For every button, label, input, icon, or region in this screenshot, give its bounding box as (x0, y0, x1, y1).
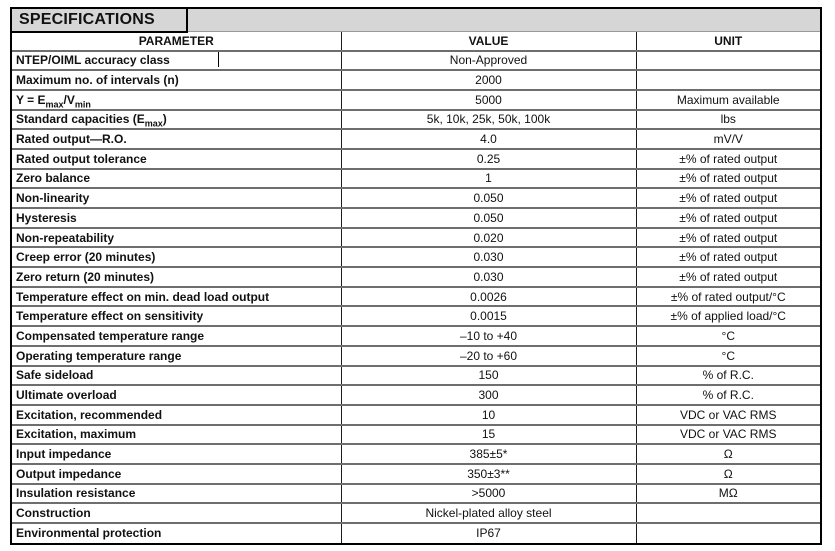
unit-cell: ±% of rated output (636, 149, 820, 169)
value-cell: 0.020 (341, 228, 636, 248)
column-header-value: VALUE (341, 32, 636, 51)
parameter-cell: Temperature effect on min. dead load output (12, 287, 341, 307)
parameter-cell: Safe sideload (12, 366, 341, 386)
parameter-cell: Excitation, maximum (12, 425, 341, 445)
spec-table (12, 31, 820, 543)
table-row (12, 247, 820, 267)
table-row (12, 444, 820, 464)
unit-cell (636, 51, 820, 71)
table-row (12, 503, 820, 523)
parameter-cell: Zero balance (12, 169, 341, 189)
value-cell: 0.0026 (341, 287, 636, 307)
parameter-cell: NTEP/OIML accuracy class (12, 51, 341, 71)
value-cell: 0.25 (341, 149, 636, 169)
value-cell: IP67 (341, 523, 636, 543)
unit-cell: % of R.C. (636, 385, 820, 405)
unit-cell: Maximum available (636, 90, 820, 110)
parameter-cell: $Y = E_{max}/V_{min}$ (12, 90, 341, 110)
value-cell: Non-Approved (341, 51, 636, 71)
value-cell: 5k, 10k, 25k, 50k, 100k (341, 110, 636, 130)
unit-cell (636, 523, 820, 543)
parameter-cell: Operating temperature range (12, 346, 341, 366)
parameter-cell: Hysteresis (12, 208, 341, 228)
unit-cell: ±% of applied load/°C (636, 306, 820, 326)
value-cell: 15 (341, 425, 636, 445)
parameter-cell: Temperature effect on sensitivity (12, 306, 341, 326)
parameter-cell: Construction (12, 503, 341, 523)
value-cell: Nickel-plated alloy steel (341, 503, 636, 523)
unit-cell: Ω (636, 444, 820, 464)
table-row (12, 208, 820, 228)
parameter-cell: Environmental protection (12, 523, 341, 543)
table-row (12, 523, 820, 543)
title-band (12, 9, 820, 31)
value-cell: 5000 (341, 90, 636, 110)
value-cell: –20 to +60 (341, 346, 636, 366)
header-row (12, 32, 820, 51)
column-header-unit: UNIT (636, 32, 820, 51)
unit-cell (636, 70, 820, 90)
table-row (12, 188, 820, 208)
table-row (12, 425, 820, 445)
unit-cell: ±% of rated output (636, 188, 820, 208)
table-row (12, 267, 820, 287)
value-cell: 1 (341, 169, 636, 189)
unit-cell: Ω (636, 464, 820, 484)
spec-table-body (12, 51, 820, 543)
unit-cell: ±% of rated output/°C (636, 287, 820, 307)
unit-cell: MΩ (636, 484, 820, 504)
parameter-cell: Non-linearity (12, 188, 341, 208)
unit-cell: lbs (636, 110, 820, 130)
value-cell: 10 (341, 405, 636, 425)
value-cell: 0.030 (341, 267, 636, 287)
unit-cell: ±% of rated output (636, 208, 820, 228)
unit-cell: % of R.C. (636, 366, 820, 386)
unit-cell: VDC or VAC RMS (636, 425, 820, 445)
parameter-cell: Creep error (20 minutes) (12, 247, 341, 267)
text-cursor (218, 52, 219, 67)
value-cell: 385±5* (341, 444, 636, 464)
value-cell: 2000 (341, 70, 636, 90)
value-cell: 350±3** (341, 464, 636, 484)
parameter-cell: Input impedance (12, 444, 341, 464)
table-row (12, 169, 820, 189)
parameter-cell: Compensated temperature range (12, 326, 341, 346)
value-cell: 150 (341, 366, 636, 386)
value-cell: 0.050 (341, 188, 636, 208)
value-cell: 0.0015 (341, 306, 636, 326)
table-row (12, 51, 820, 71)
table-row (12, 306, 820, 326)
parameter-cell: Non-repeatability (12, 228, 341, 248)
unit-cell: VDC or VAC RMS (636, 405, 820, 425)
unit-cell: ±% of rated output (636, 247, 820, 267)
table-row (12, 484, 820, 504)
column-header-parameter: PARAMETER (12, 32, 341, 51)
table-row (12, 90, 820, 110)
parameter-cell: Zero return (20 minutes) (12, 267, 341, 287)
unit-cell: °C (636, 346, 820, 366)
unit-cell: ±% of rated output (636, 267, 820, 287)
parameter-cell: Rated output—R.O. (12, 129, 341, 149)
parameter-cell: Ultimate overload (12, 385, 341, 405)
parameter-cell: Excitation, recommended (12, 405, 341, 425)
parameter-cell: Insulation resistance (12, 484, 341, 504)
table-row (12, 405, 820, 425)
table-row (12, 228, 820, 248)
table-row (12, 70, 820, 90)
page-title: SPECIFICATIONS (19, 11, 155, 28)
table-row (12, 149, 820, 169)
unit-cell: ±% of rated output (636, 169, 820, 189)
table-row (12, 287, 820, 307)
spec-table-header (12, 32, 820, 51)
table-row (12, 385, 820, 405)
table-row (12, 464, 820, 484)
value-cell: 4.0 (341, 129, 636, 149)
table-row (12, 326, 820, 346)
unit-cell: ±% of rated output (636, 228, 820, 248)
value-cell: >5000 (341, 484, 636, 504)
unit-cell: °C (636, 326, 820, 346)
value-cell: 0.030 (341, 247, 636, 267)
parameter-cell: Maximum no. of intervals (n) (12, 70, 341, 90)
title-box (10, 7, 188, 33)
parameter-cell: Output impedance (12, 464, 341, 484)
specifications-table (10, 7, 822, 545)
value-cell: –10 to +40 (341, 326, 636, 346)
parameter-cell: Standard capacities $(E_{max})$ (12, 110, 341, 130)
table-row (12, 110, 820, 130)
table-row (12, 346, 820, 366)
unit-cell (636, 503, 820, 523)
value-cell: 300 (341, 385, 636, 405)
table-row (12, 129, 820, 149)
table-row (12, 366, 820, 386)
parameter-cell: Rated output tolerance (12, 149, 341, 169)
value-cell: 0.050 (341, 208, 636, 228)
unit-cell: mV/V (636, 129, 820, 149)
